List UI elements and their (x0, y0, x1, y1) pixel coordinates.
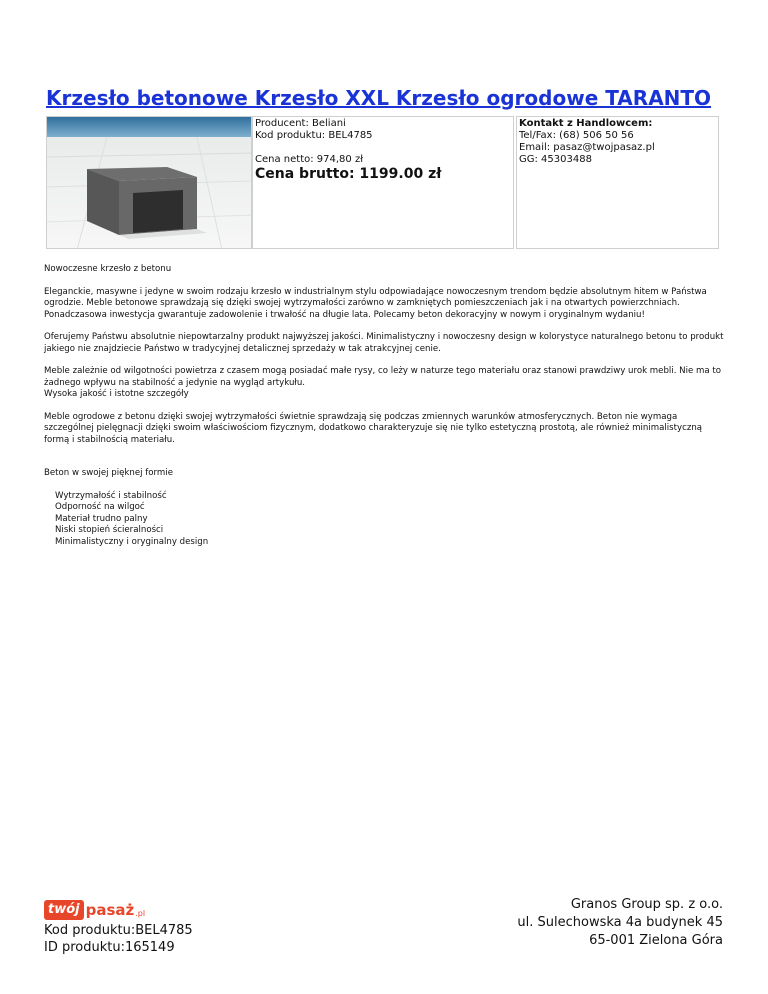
list-item: Niski stopień ścieralności (55, 525, 164, 535)
logo-domain: .pl (135, 908, 146, 918)
contact-heading: Kontakt z Handlowcem: (519, 118, 653, 129)
list-item: Minimalistyczny i oryginalny design (55, 536, 209, 547)
concrete-stool-photo (47, 117, 252, 249)
logo-text: pasaż (85, 900, 135, 919)
producer-label: Producent: Beliani (255, 118, 346, 129)
company-name: Granos Group sp. z o.o. (570, 897, 723, 912)
price-gross: Cena brutto: 1199.00 zł (255, 166, 442, 182)
twojpasaz-logo (44, 898, 193, 922)
company-street: ul. Sulechowska 4a budynek 45 (517, 915, 723, 930)
description-subheading: Beton w swojej pięknej formie (44, 468, 173, 478)
description-paragraph: Oferujemy Państwu absolutnie niepowtarzalny produkt najwyższej jakości. Minimalistyczny i nowoczesny design w kolorystyce naturalnego betonu to produkt jakiego nie znajdziecie Państwo w tradycyjnej detalicznej sprzedaży w tak atrakcyjnej cenie. (44, 332, 724, 354)
company-address (517, 896, 723, 950)
list-item: Materiał trudno palny (55, 513, 148, 524)
price-net: Cena netto: 974,80 zł (255, 154, 364, 165)
company-city: 65-001 Zielona Góra (589, 933, 723, 948)
contact-box (516, 116, 719, 249)
footer-product-id: ID produktu:165149 (44, 940, 175, 955)
product-info-table (46, 116, 719, 251)
product-title-link[interactable]: Krzesło betonowe Krzesło XXL Krzesło ogrodowe TARANTO (46, 86, 712, 110)
feature-list (44, 491, 724, 549)
footer-left (44, 898, 193, 956)
product-details (252, 116, 514, 249)
contact-gg: GG: 45303488 (519, 154, 592, 165)
description-subheading: Wysoka jakość i istotne szczegóły (44, 389, 189, 399)
contact-phone: Tel/Fax: (68) 506 50 56 (519, 130, 634, 141)
product-code-label: Kod produktu: BEL4785 (255, 130, 373, 141)
footer-product-code: Kod produktu:BEL4785 (44, 923, 193, 938)
list-item: Odporność na wilgoć (55, 502, 145, 512)
logo-mark: twój (44, 900, 84, 920)
description-paragraph: Eleganckie, masywne i jedyne w swoim rodzaju krzesło w industrialnym stylu odpowiadające nowoczesnym trendom będzie absolutnym hitem w Państwa ogrodzie. Meble betonowe sprawdzają się dzięki swojej wytrzymałości zarówno w zamkniętych pomieszczeniach jak i na otwartych powierzchniach. Ponadczasowa inwestycja gwarantuje zadowolenie i trwałość na długie lata. Polecamy beton dekoracyjny w nowym i oryginalnym wydaniu! (44, 286, 707, 320)
description-heading: Nowoczesne krzesło z betonu (44, 264, 172, 274)
list-item: Wytrzymałość i stabilność (55, 490, 167, 501)
contact-email[interactable]: Email: pasaz@twojpasaz.pl (519, 142, 655, 153)
description-paragraph: Meble zależnie od wilgotności powietrza z czasem mogą posiadać małe rysy, co leży w naturze tego materiału oraz stanowi prawdziwy urok mebli. Nie ma to żadnego wpływu na stabilność a jedynie na wygląd artykułu. (44, 366, 721, 388)
description-paragraph: Meble ogrodowe z betonu dzięki swojej wytrzymałości świetnie sprawdzają się podczas zmiennych warunków atmosferycznych. Beton nie wymaga szczególnej pielęgnacji dzięki swoim właściwościom fizycznym, dodatkowo charakteryzuje się nie tylko estetyczną prostotą, ale również minimalistyczną formą i stabilnością materiału. (44, 411, 703, 445)
product-description (44, 264, 724, 548)
product-image (46, 116, 252, 249)
